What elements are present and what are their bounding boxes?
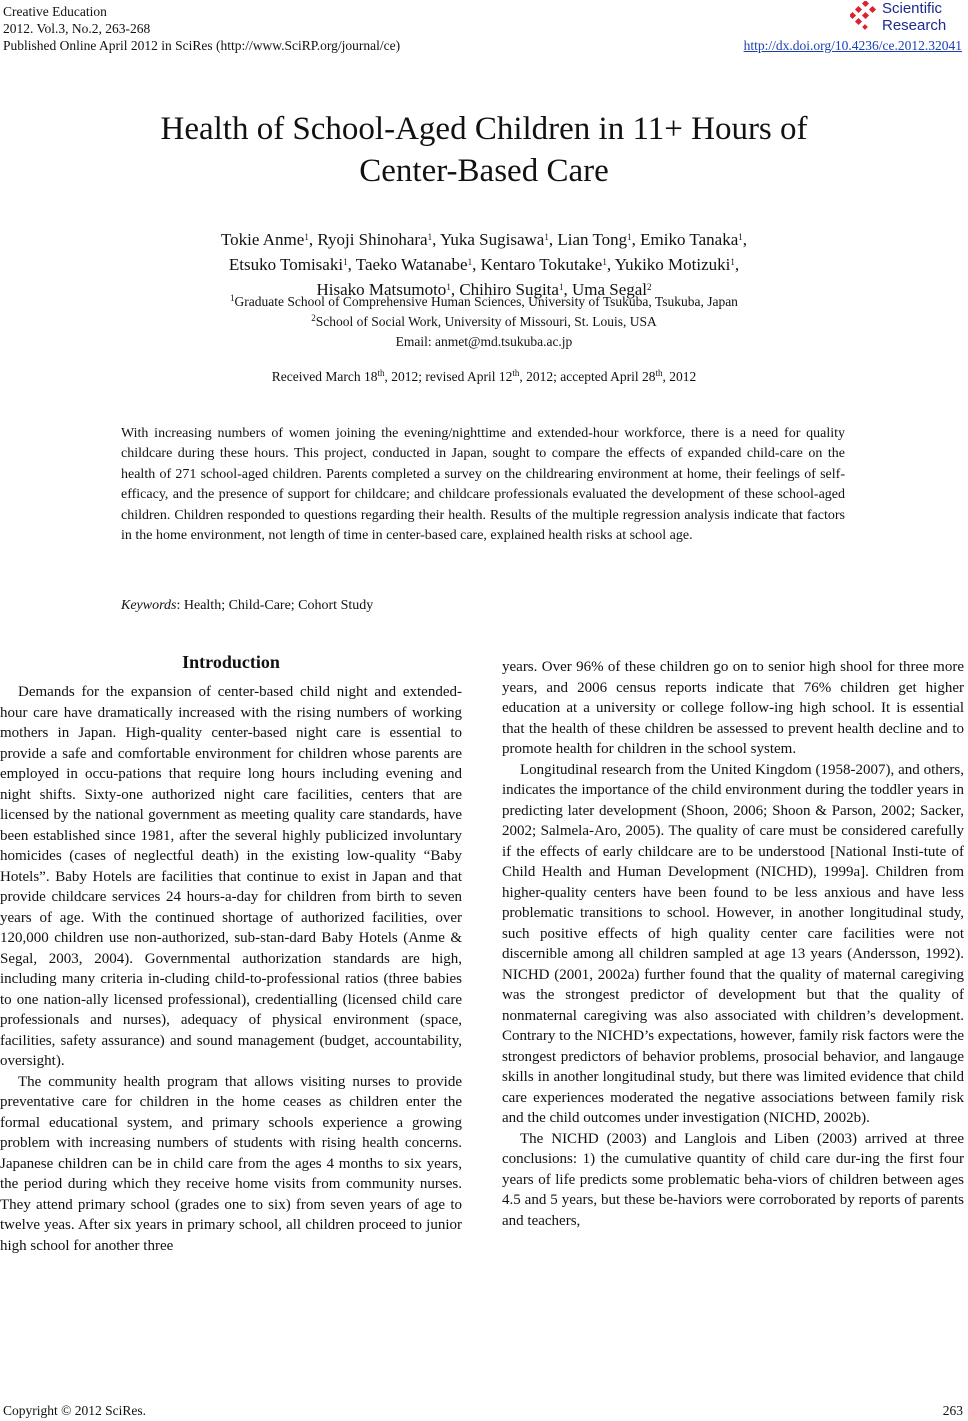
author-affiliation-mark: 1 bbox=[558, 282, 564, 292]
author-line-1: Tokie Anme$^1$, Ryoji Shinohara$^1$, Yuka Sugisawa$^1$, Lian Tong$^1$, Emiko Tanaka$^1$, bbox=[220, 230, 747, 249]
abstract: With increasing numbers of women joining the evening/nighttime and extended-hour workforce, there is a need for quality childcare during these hours. This project, conducted in Japan, sought to compare the effects of expanded child-care on the health of 271 school-aged children. Parents completed a survey on the childrearing environment at home, their feelings of self-efficacy, and the presence of support for childcare; and childcare professionals evaluated the development of these school-aged children. Children responded to questions regarding their health. Results of the multiple regression analysis indicate that factors in the home environment, not length of time in center-based care, explained health risks at school age. bbox=[121, 426, 845, 544]
author-affiliation-mark: 1 bbox=[544, 232, 549, 242]
title-line-1: Health of School-Aged Children in 11+ Hours of bbox=[160, 111, 808, 147]
author-email: Email: anmet@md.tsukuba.ac.jp bbox=[395, 334, 573, 349]
logo-mark-icon bbox=[850, 1, 880, 31]
author-name: Kentaro Tokutake bbox=[480, 255, 603, 274]
author-name: Ryoji Shinohara bbox=[317, 230, 428, 249]
author-name: Etsuko Tomisaki bbox=[228, 255, 344, 274]
author-affiliation-mark: 1 bbox=[467, 257, 473, 267]
copyright-notice: Copyright © 2012 SciRes. bbox=[3, 1403, 147, 1418]
published-online: Published Online April 2012 in SciRes (http://www.SciRP.org/journal/ce) bbox=[3, 38, 401, 53]
author-affiliation-mark: 1 bbox=[602, 257, 607, 267]
section-heading-introduction: Introduction bbox=[182, 652, 280, 672]
author-affiliation-mark: 1 bbox=[343, 257, 348, 267]
author-name: Yukiko Motizuki bbox=[614, 255, 731, 274]
keywords bbox=[121, 598, 373, 614]
paper-title bbox=[80, 108, 888, 192]
title-line-2: Center-Based Care bbox=[359, 153, 609, 189]
author-name: Tokie Anme bbox=[220, 230, 305, 249]
author-affiliation-mark: 2 bbox=[647, 282, 652, 292]
journal-name: Creative Education bbox=[3, 4, 107, 19]
page-number: 263 bbox=[942, 1403, 963, 1418]
logo-text-research: Research bbox=[882, 17, 947, 34]
author-name: Uma Segal bbox=[571, 280, 648, 299]
affiliation-2: $^2$School of Social Work, University of Missouri, St. Louis, USA bbox=[311, 313, 657, 329]
body-column-right bbox=[502, 657, 964, 1231]
author-name: Taeko Watanabe bbox=[355, 255, 468, 274]
scientific-research-logo bbox=[850, 0, 960, 36]
body-paragraph: Demands for the expansion of center-based child night and extended-hour care have dramatically increased with the rising numbers of working mothers in Japan. High-quality center-based night care is essential to provide a safe and comfortable environment for children whose parents are employed in occu-pations that require long hours including evening and night shifts. Sixty-one authorized night care facilities, centers that are licensed by the national government as meeting quality care standards, have been established since 1981, after the several highly publicized involuntary homicides (cases of neglectful death) in the existing low-quality “Baby Hotels”. Baby Hotels are facilities that continue to exist in Japan and that provide childcare services 24 hours-a-day for children from birth to seven years of age. With the continued shortage of authorized facilities, over 120,000 children use non-authorized, sub-stan-dard Baby Hotels (Anme & Segal, 2003, 2004). Governmental authorization standards are high, including many criteria in-cluding child-to-professional ratios (three babies to one nation-ally licensed professional), credentialling (licensed child care professionals and nurses), adequacy of physical environment (space, facilities, safety assurance) and sound management (budget, accountability, oversight). bbox=[0, 684, 462, 1069]
journal-info bbox=[3, 3, 400, 54]
journal-volume: 2012. Vol.3, No.2, 263-268 bbox=[3, 21, 151, 36]
author-name: Chihiro Sugita bbox=[459, 280, 559, 299]
doi-link[interactable]: http://dx.doi.org/10.4236/ce.2012.32041 bbox=[743, 38, 962, 53]
author-list bbox=[60, 227, 908, 302]
author-affiliation-mark: 1 bbox=[738, 232, 743, 242]
author-affiliation-mark: 1 bbox=[427, 232, 433, 242]
author-affiliation-mark: 1 bbox=[304, 232, 309, 242]
author-name: Hisako Matsumoto bbox=[316, 280, 447, 299]
author-affiliation-mark: 1 bbox=[627, 232, 632, 242]
body-paragraph: years. Over 96% of these children go on to senior high shool for three more years, and 2006 census reports indicate that 76% children get higher education at a university or college follow-ing high school. It is essential that the health of these children be assessed to prevent health decline and to promote health for children in the school system. bbox=[502, 659, 964, 757]
affiliation-1: $^1$Graduate School of Comprehensive Human Sciences, University of Tsukuba, Tsukuba, Japan bbox=[230, 293, 738, 309]
author-line-2: Etsuko Tomisaki$^1$, Taeko Watanabe$^1$, Kentaro Tokutake$^1$, Yukiko Motizuki$^1$, bbox=[228, 255, 740, 274]
author-affiliation-mark: 1 bbox=[446, 282, 451, 292]
keywords-list: : Health; Child-Care; Cohort Study bbox=[176, 598, 374, 613]
submission-dates: Received March 18th, 2012; revised April 12th, 2012; accepted April 28th, 2012 bbox=[271, 368, 697, 384]
body-column-left bbox=[0, 650, 462, 1256]
author-line-3: Hisako Matsumoto$^1$, Chihiro Sugita$^1$, Uma Segal$^2$ bbox=[316, 280, 652, 299]
body-paragraph: Longitudinal research from the United Kingdom (1958-2007), and others, indicates the importance of the child environment during the toddler years in predicting later development (Shoon, 2006; Shoon & Parson, 2002; Sacker, 2002; Salmela-Aro, 2005). The quality of care must be considered carefully if the effects of early childcare are to be understood [National Insti-tute of Child Health and Human Development (NICHD), 1999a]. Children from higher-quality centers have been found to be less anxious and have less problematic transitions to school. However, in another longitudinal study, such positive effects of high quality center care facilities were not discernible among all children sampled at age 13 years (Andersson, 1992). NICHD (2001, 2002a) further found that the quality of maternal caregiving was the strongest predictor of development but that the quality of nonmaternal caregiving was also associated with children’s development. Contrary to the NICHD’s expectations, however, family risk factors were the strongest predictors of behavior problems, prosocial behavior, and langauge skills in another longitudinal study, but there was limited evidence that child care experiences moderated the negative associations between family risk and the child outcomes under investigation (NICHD, 2002b). bbox=[502, 761, 964, 1126]
author-name: Yuka Sugisawa bbox=[439, 230, 545, 249]
author-name: Emiko Tanaka bbox=[640, 230, 739, 249]
body-paragraph: The NICHD (2003) and Langlois and Liben (2003) arrived at three conclusions: 1) the cumulative quantity of child care dur-ing the first four years of life predicts some problematic beha-viors of children between ages 4.5 and 5 years, but these be-haviors were corroborated by reports of parents and teachers, bbox=[502, 1130, 964, 1229]
author-affiliation-mark: 1 bbox=[730, 257, 735, 267]
logo-text-scientific: Scientific bbox=[882, 0, 943, 17]
body-paragraph: The community health program that allows visiting nurses to provide preventative care for children in the home ceases as children enter the formal educational system, and primary schools experience a growing problem with increasing numbers of students with rising health concerns. Japanese children can be in child care from the ages 4 months to six years, the period during which they receive home visits from community nurses. They attend primary school (grades one to six) from seven years of age to twelve yeas. After six years in primary school, all children proceed to junior high school for another three bbox=[0, 1073, 462, 1254]
affiliations bbox=[60, 292, 908, 352]
author-name: Lian Tong bbox=[557, 230, 628, 249]
keywords-label: Keywords bbox=[121, 598, 177, 613]
